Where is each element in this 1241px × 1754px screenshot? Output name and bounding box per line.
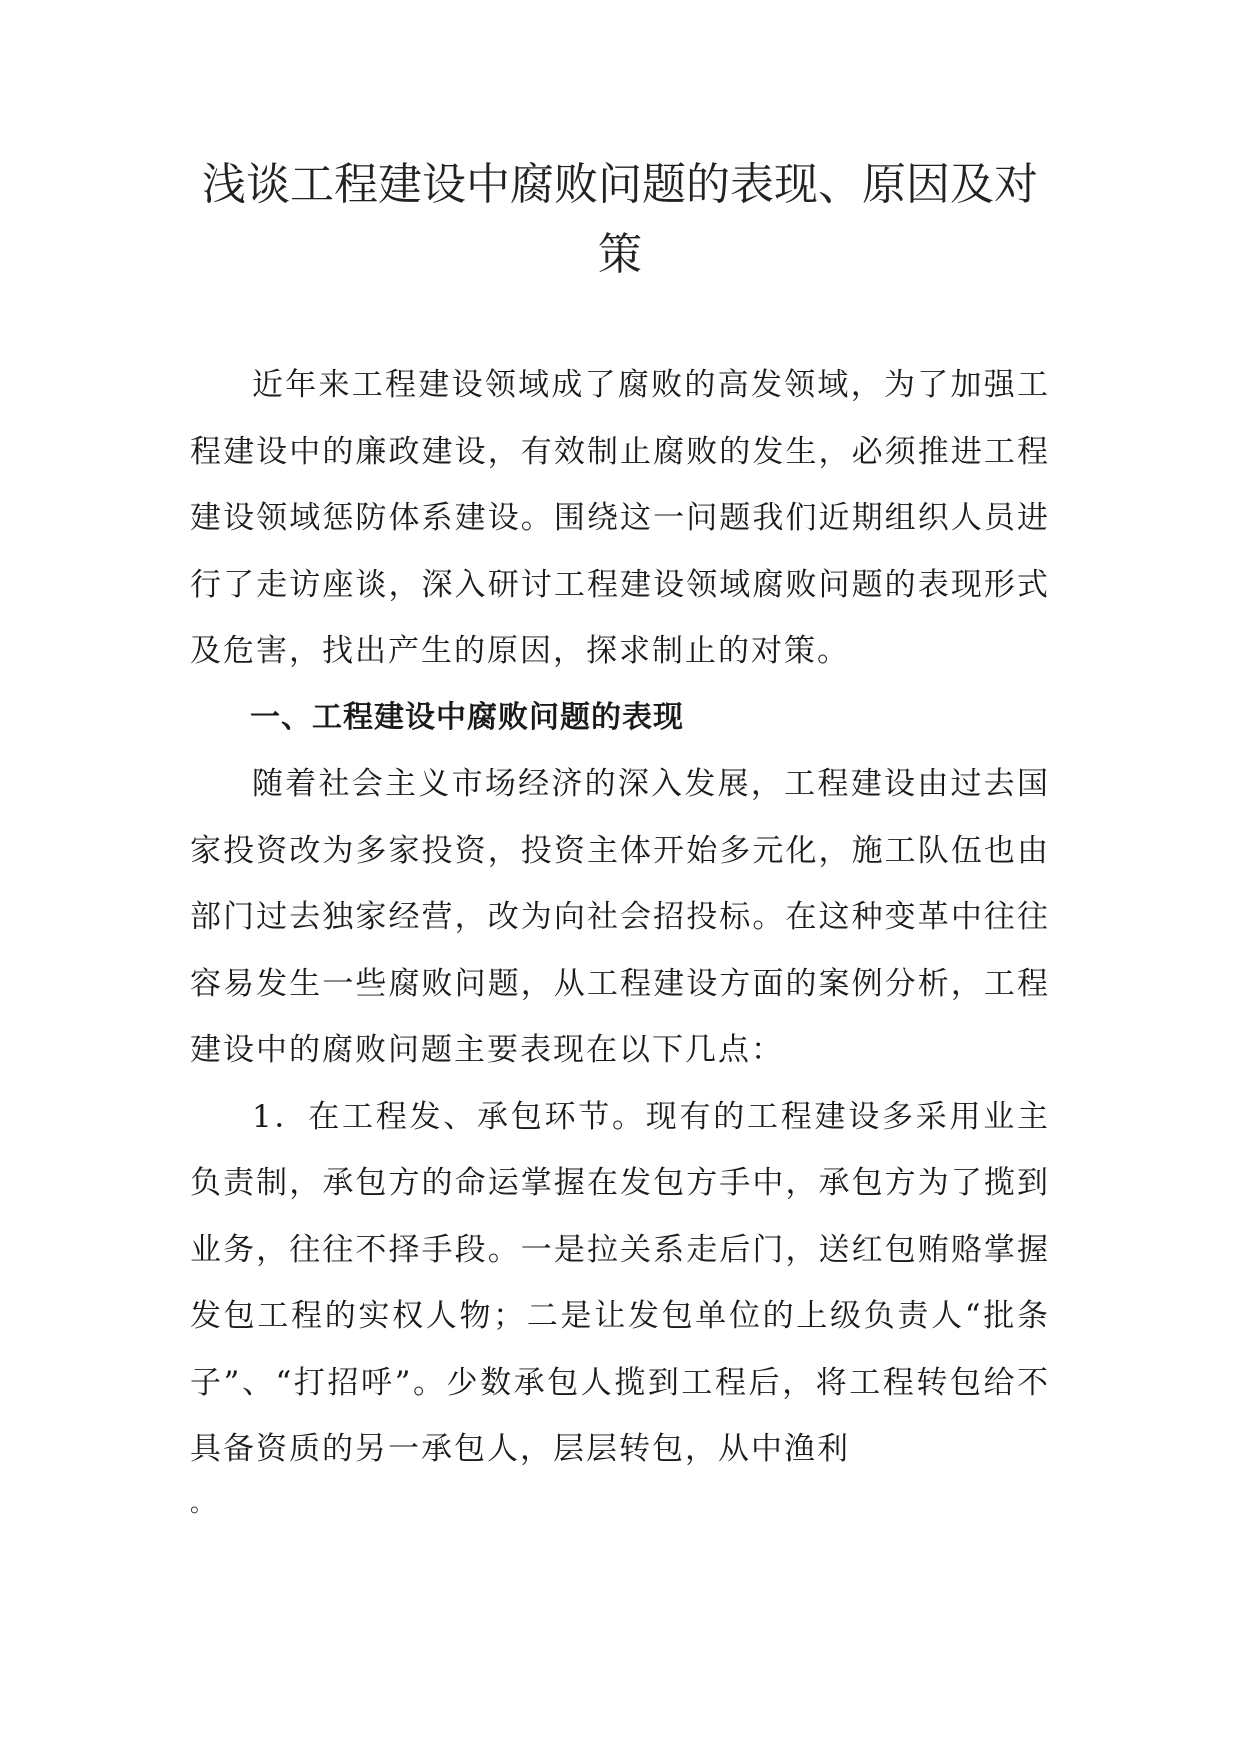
trailing-punctuation: 。 [190,1488,216,1517]
document-body [190,352,1050,1523]
document-title: 浅谈工程建设中腐败问题的表现、原因及对策 [202,159,1038,280]
intro-paragraph: 近年来工程建设领域成了腐败的高发领域，为了加强工程建设中的廉政建设，有效制止腐败的发生，必须推进工程建设领域惩防体系建设。围绕这一问题我们近期组织人员进行了走访座谈，深入研讨工程建设领域腐败问题的表现形式及危害，找出产生的原因，探求制止的对策。 [190,367,1050,669]
section-heading: 一、工程建设中腐败问题的表现 [250,699,684,735]
list-item-1: 1．在工程发、承包环节。现有的工程建设多采用业主负责制，承包方的命运掌握在发包方手中，承包方为了揽到业务，往往不择手段。一是拉关系走后门，送红包贿赂掌握发包工程的实权人物；二是让发包单位的上级负责人“批条子”、“打招呼”。少数承包人揽到工程后，将工程转包给不具备资质的另一承包人，层层转包，从中渔利 [190,1098,1050,1467]
section-intro-paragraph: 随着社会主义市场经济的深入发展，工程建设由过去国家投资改为多家投资，投资主体开始多元化，施工队伍也由部门过去独家经营，改为向社会招投标。在这种变革中往往容易发生一些腐败问题，从工程建设方面的案例分析，工程建设中的腐败问题主要表现在以下几点： [190,766,1050,1068]
